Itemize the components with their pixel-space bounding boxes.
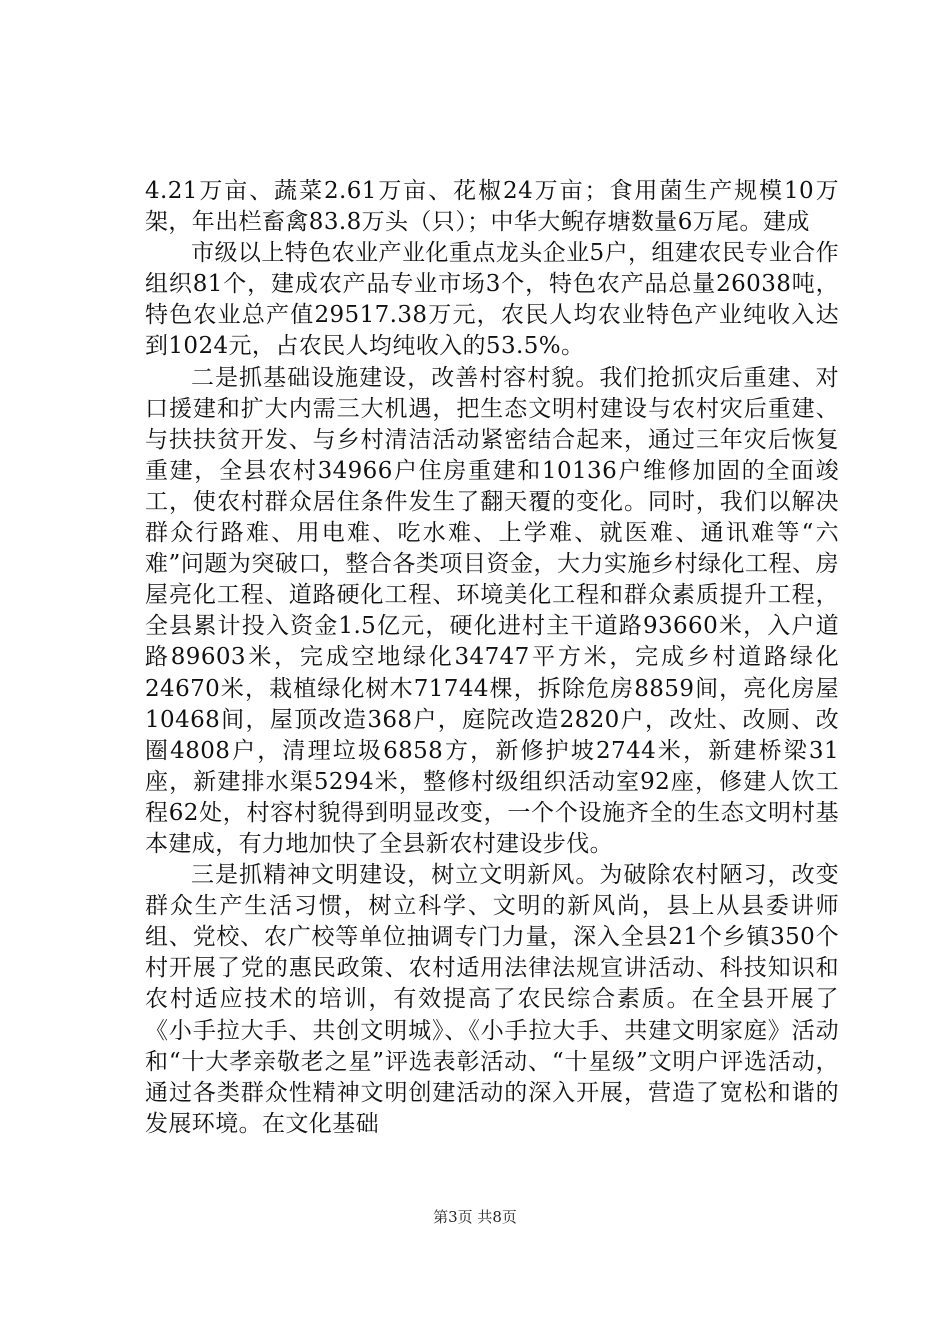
document-body	[145, 176, 839, 1140]
paragraph-spiritual-civilization: 三是抓精神文明建设，树立文明新风。为破除农村陋习，改变群众生产生活习惯，树立科学、文明的新风尚，县上从县委讲师组、党校、农广校等单位抽调专门力量，深入全县21个乡镇350个村开展了党的惠民政策、农村适用法律法规宣讲活动、科技知识和农村适应技术的培训，有效提高了农民综合素质。在全县开展了《小手拉大手、共创文明城》、《小手拉大手、共建文明家庭》活动和“十大孝亲敬老之星”评选表彰活动、“十星级”文明户评选活动，通过各类群众性精神文明创建活动的深入开展，营造了宽松和谐的发展环境。在文化基础	[145, 862, 839, 1137]
paragraph-enterprises: 市级以上特色农业产业化重点龙头企业5户，组建农民专业合作组织81个，建成农产品专业市场3个，特色农产品总量26038吨，特色农业总产值29517.38万元，农民人均农业特色产业纯收入达到1024元，占农民人均纯收入的53.5%。	[145, 240, 839, 360]
paragraph-continuation: 4.21万亩、蔬菜2.61万亩、花椒24万亩；食用菌生产规模10万架，年出栏畜禽83.8万头（只）；中华大鲵存塘数量6万尾。建成	[145, 178, 839, 236]
page-number-footer: 第3页 共8页	[433, 1208, 517, 1226]
paragraph-infrastructure: 二是抓基础设施建设，改善村容村貌。我们抢抓灾后重建、对口援建和扩大内需三大机遇，把生态文明村建设与农村灾后重建、与扶扶贫开发、与乡村清洁活动紧密结合起来，通过三年灾后恢复重建，全县农村34966户住房重建和10136户维修加固的全面竣工，使农村群众居住条件发生了翻天覆的变化。同时，我们以解决群众行路难、用电难、吃水难、上学难、就医难、通讯难等“六难”问题为突破口，整合各类项目资金，大力实施乡村绿化工程、房屋亮化工程、道路硬化工程、环境美化工程和群众素质提升工程，全县累计投入资金1.5亿元，硬化进村主干道路93660米，入户道路89603米，完成空地绿化34747平方米，完成乡村道路绿化24670米，栽植绿化树木71744棵，拆除危房8859间，亮化房屋10468间，屋顶改造368户，庭院改造2820户，改灶、改厕、改圈4808户，清理垃圾6858方，新修护坡2744米，新建桥梁31座，新建排水渠5294米，整修村级组织活动室92座，修建人饮工程62处，村容村貌得到明显改变，一个个设施齐全的生态文明村基本建成，有力地加快了全县新农村建设步伐。	[145, 364, 839, 857]
